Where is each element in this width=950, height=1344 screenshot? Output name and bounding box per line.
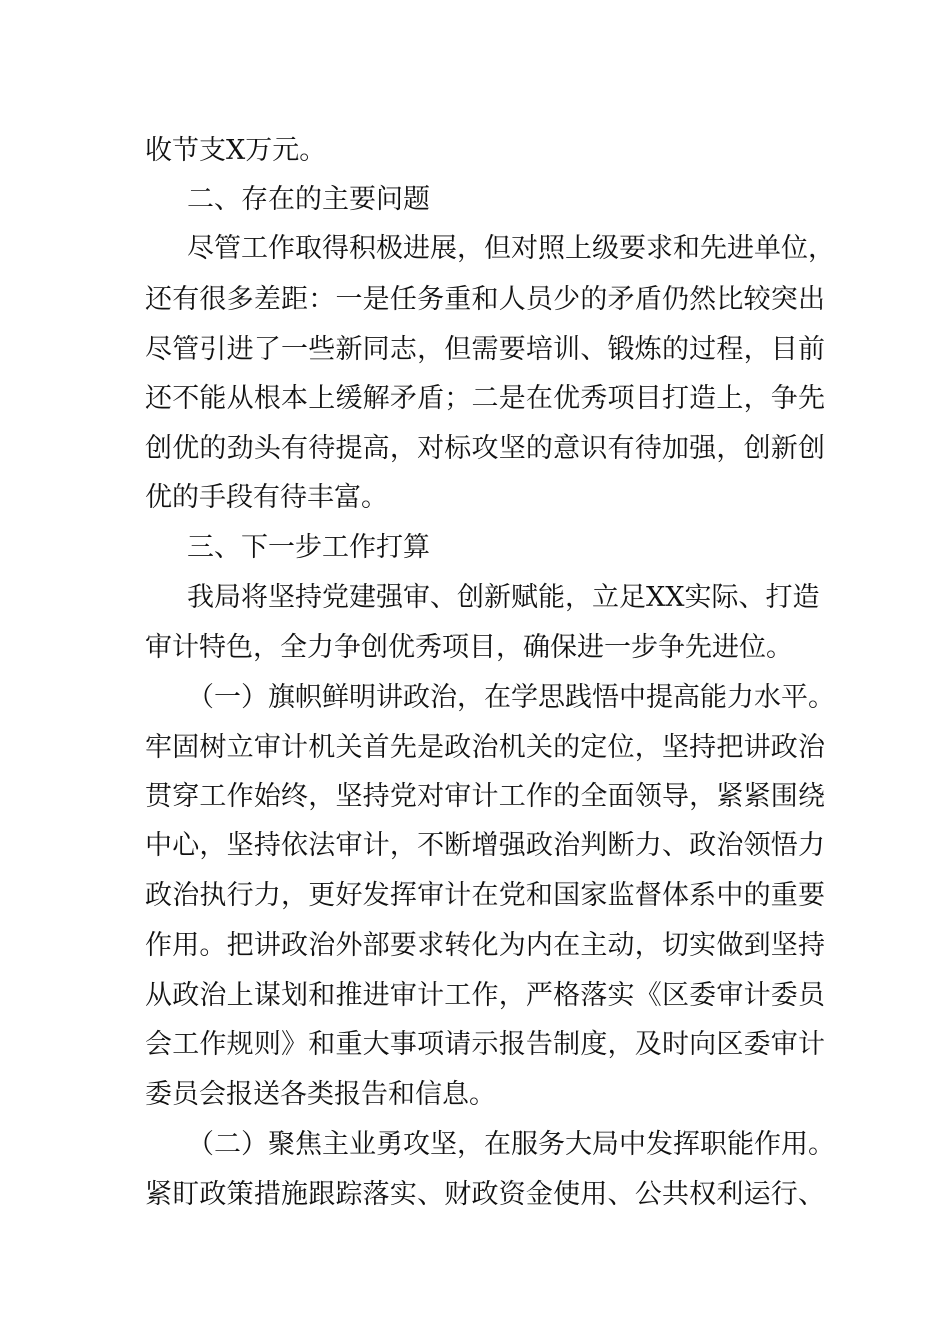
text-line: 还有很多差距：一是任务重和人员少的矛盾仍然比较突出 xyxy=(145,284,825,315)
subsection-heading: （一）旗帜鲜明讲政治，在学思践悟中提高能力水平。 xyxy=(187,682,835,713)
text-line: 政治执行力，更好发挥审计在党和国家监督体系中的重要 xyxy=(145,880,825,911)
text-line: 会工作规则》和重大事项请示报告制度，及时向区委审计 xyxy=(145,1029,825,1060)
text-line: 紧盯政策措施跟踪落实、财政资金使用、公共权利运行、 xyxy=(145,1179,825,1210)
text-line: 委员会报送各类报告和信息。 xyxy=(145,1079,496,1110)
text-line: 我局将坚持党建强审、创新赋能，立足XX实际、打造 xyxy=(187,582,820,613)
text-line: 审计特色，全力争创优秀项目，确保进一步争先进位。 xyxy=(145,632,793,663)
text-line: 中心，坚持依法审计，不断增强政治判断力、政治领悟力 xyxy=(145,830,825,861)
text-line: 贯穿工作始终，坚持党对审计工作的全面领导，紧紧围绕 xyxy=(145,781,825,812)
text-line: 收节支X万元。 xyxy=(145,135,327,166)
text-line: 尽管引进了一些新同志，但需要培训、锻炼的过程，目前 xyxy=(145,334,825,365)
text-line: 牢固树立审计机关首先是政治机关的定位，坚持把讲政治 xyxy=(145,732,825,763)
text-line: 优的手段有待丰富。 xyxy=(145,482,388,513)
text-line: 还不能从根本上缓解矛盾；二是在优秀项目打造上，争先 xyxy=(145,383,825,414)
text-line: 作用。把讲政治外部要求转化为内在主动，切实做到坚持 xyxy=(145,930,825,961)
text-line: 创优的劲头有待提高，对标攻坚的意识有待加强，创新创 xyxy=(145,433,825,464)
section-heading: 二、存在的主要问题 xyxy=(187,184,430,215)
subsection-heading: （二）聚焦主业勇攻坚，在服务大局中发挥职能作用。 xyxy=(187,1129,835,1160)
text-line: 从政治上谋划和推进审计工作，严格落实《区委审计委员 xyxy=(145,980,825,1011)
section-heading: 三、下一步工作打算 xyxy=(187,532,430,563)
text-line: 尽管工作取得积极进展，但对照上级要求和先进单位， xyxy=(187,233,835,264)
